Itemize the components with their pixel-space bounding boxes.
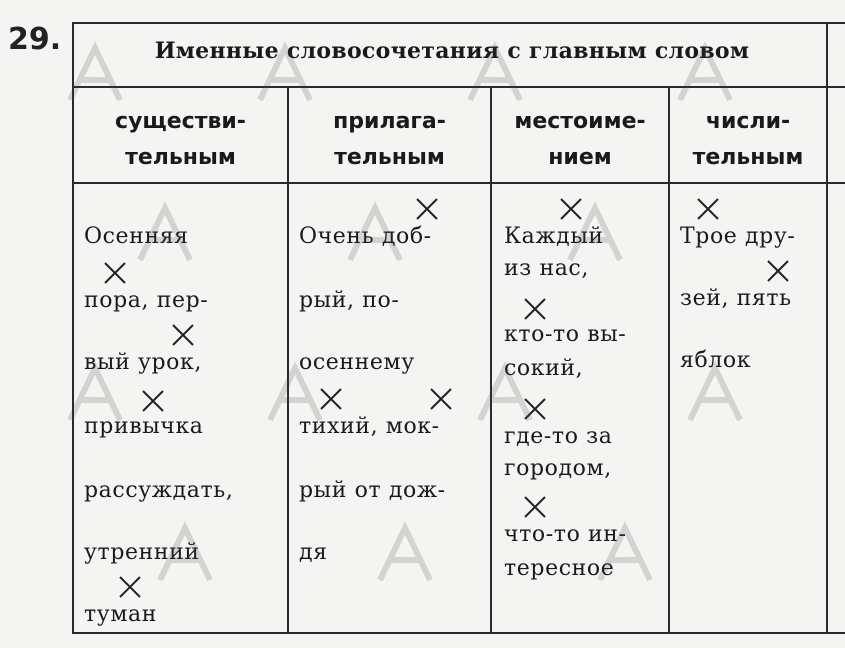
cell-line: вый урок, <box>84 350 202 375</box>
column-header-line: числи- <box>705 109 791 134</box>
column-divider-4 <box>826 86 828 634</box>
cell-line: что-то ин- <box>504 522 627 547</box>
column-header-line: существи- <box>115 109 246 134</box>
cross-mark-icon <box>522 296 548 322</box>
column-header-line: тельным <box>692 145 804 170</box>
cell-line: городом, <box>504 456 612 481</box>
cross-mark-icon <box>170 322 196 348</box>
cell-line: туман <box>84 602 158 627</box>
cell-line: дя <box>299 540 328 565</box>
cell-line: пора, пер- <box>84 288 209 313</box>
cell-line: тересное <box>504 556 615 581</box>
cell-line: привычка <box>84 414 204 439</box>
cross-mark-icon <box>765 258 791 284</box>
cell-line: утренний <box>84 540 200 565</box>
watermark-icon <box>150 520 220 590</box>
cross-mark-icon <box>117 574 143 600</box>
column-header-line: тельным <box>334 145 445 170</box>
watermark-icon <box>260 360 330 430</box>
cell-line: рый, по- <box>299 288 400 313</box>
cell-line: где-то за <box>504 424 613 449</box>
watermark-icon <box>460 40 530 110</box>
column-header-noun <box>74 104 287 176</box>
column-header-line: тельным <box>125 145 236 170</box>
cell-line: Осенняя <box>84 224 189 249</box>
watermark-icon <box>670 40 740 110</box>
cell-line: рассуждать, <box>84 478 234 503</box>
cross-mark-icon <box>102 260 128 286</box>
watermark-icon <box>560 200 630 270</box>
cell-line: из нас, <box>504 256 589 281</box>
cell-line: Каждый <box>504 224 604 249</box>
watermark-icon <box>130 200 200 270</box>
cell-line: рый от дож- <box>299 478 446 503</box>
watermark-icon <box>60 360 130 430</box>
column-header-line: нием <box>548 145 612 170</box>
cross-mark-icon <box>522 494 548 520</box>
column-header-line: местоиме- <box>514 109 646 134</box>
table-title: Именные словосочетания с главным словом <box>154 38 750 64</box>
cell-line: сокий, <box>504 356 584 381</box>
watermark-icon <box>60 40 130 110</box>
column-header-line: прилага- <box>333 109 446 134</box>
column-header-adjective <box>289 104 490 176</box>
cross-mark-icon <box>140 388 166 414</box>
watermark-icon <box>250 40 320 110</box>
cell-line: тихий, мок- <box>299 414 440 439</box>
watermark-icon <box>470 360 540 430</box>
cell-line: Трое дру- <box>680 224 796 249</box>
cross-mark-icon <box>428 386 454 412</box>
watermark-icon <box>590 520 660 590</box>
cell-line: кто-то вы- <box>504 322 627 347</box>
table-columns-divider <box>72 182 845 184</box>
watermark-icon <box>680 360 750 430</box>
column-header-pronoun <box>492 104 668 176</box>
cross-mark-icon <box>414 196 440 222</box>
column-header-numeral <box>670 104 826 176</box>
cross-mark-icon <box>695 196 721 222</box>
cell-line: яблок <box>680 348 752 373</box>
cell-line: осеннему <box>299 350 415 375</box>
exercise-number: 29. <box>8 22 62 57</box>
cell-line: зей, пять <box>680 286 792 311</box>
cell-line: Очень доб- <box>299 224 432 249</box>
watermark-icon <box>370 520 440 590</box>
watermark-icon <box>340 200 410 270</box>
